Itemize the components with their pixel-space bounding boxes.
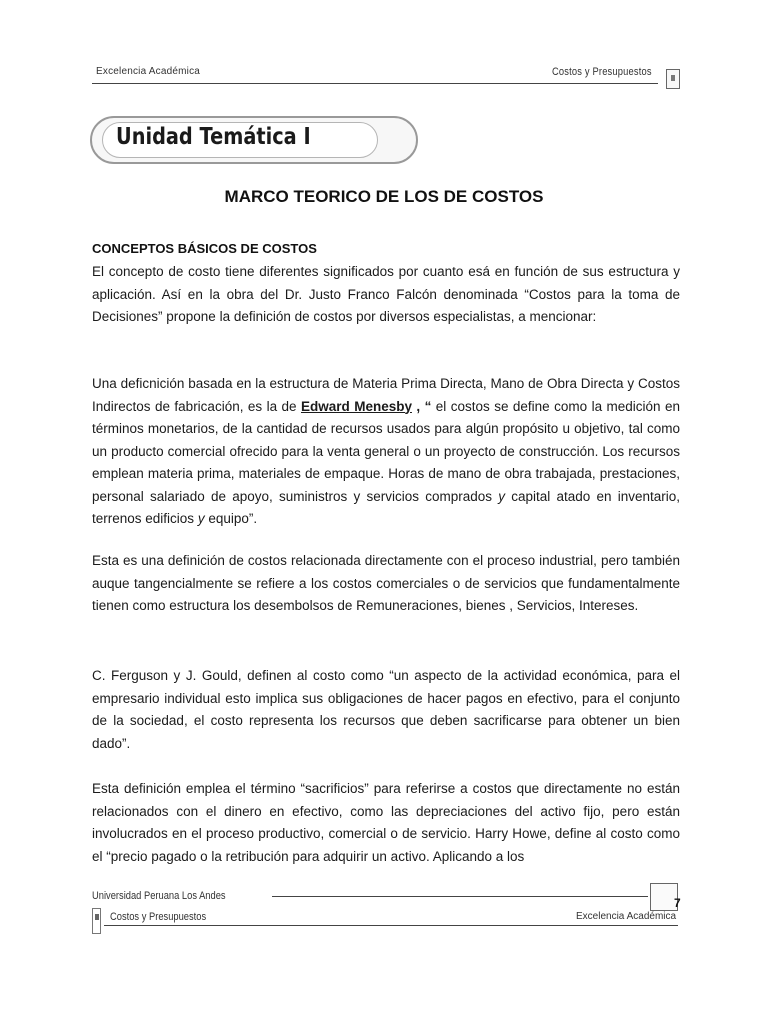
page-number: 7 bbox=[674, 896, 681, 910]
unit-title: Unidad Temática I bbox=[116, 124, 311, 150]
paragraph-3: Esta es una definición de costos relacionada directamente con el proceso industrial, pero también auque tangencialmente se refiere a los costos comerciales o de servicios que fundamentalmente tienen como estructura los desembolsos de Remuneraciones, bienes , Servicios, Intereses. bbox=[92, 553, 680, 613]
paragraph-2-text-a: Una deficnición basada en la estructura de Materia Prima Directa, Mano de Obra Directa y Costos Indirectos de fabricación, es la de bbox=[92, 376, 680, 414]
header-rule bbox=[92, 83, 658, 84]
section-heading: CONCEPTOS BÁSICOS DE COSTOS bbox=[92, 241, 317, 256]
paragraph-2 bbox=[92, 373, 680, 531]
paragraph-4: C. Ferguson y J. Gould, definen al costo como “un aspecto de la actividad económica, para el empresario individual esto implica sus obligaciones de hacer pagos en efectivo, para el conjunto de la sociedad, el costo representa los recursos que deben sacrificarse para obtener un bien dado”. bbox=[92, 668, 680, 751]
paragraph-2-text-c: el costos se define como la medición en términos monetarios, de la cantidad de recursos usados para algún propósito u objetivo, tal como un producto comercial ofrecido para la venta general o un proyecto de construcción. Los recursos emplean materia prima, materiales de empaque. Horas de mano de obra trabajada, prestaciones, personal salariado de apoyo, suministros y servicios comprados bbox=[92, 398, 680, 504]
footer-corner-box bbox=[92, 908, 101, 934]
header-right-text: Costos y Presupuestos bbox=[552, 66, 652, 78]
footer-right-text: Excelencia Académica bbox=[576, 911, 677, 922]
footer-rule-bottom bbox=[104, 925, 678, 926]
header-corner-mark bbox=[671, 75, 675, 81]
paragraph-2-italic-y2: y bbox=[197, 511, 205, 526]
footer-course: Costos y Presupuestos bbox=[110, 911, 207, 923]
paragraph-1: El concepto de costo tiene diferentes significados por cuanto esá en función de sus estructura y aplicación. Así en la obra del Dr. Justo Franco Falcón denominada “Costos para la toma de Decisiones” propone la definición de costos por diversos especialistas, a mencionar: bbox=[92, 264, 680, 324]
paragraph-2-quote-open: , “ bbox=[411, 398, 432, 414]
footer-rule-top bbox=[272, 896, 648, 897]
footer-university: Universidad Peruana Los Andes bbox=[92, 890, 226, 902]
page-title: MARCO TEORICO DE LOS DE COSTOS bbox=[224, 187, 544, 206]
footer-corner-mark bbox=[95, 914, 99, 920]
paragraph-2-italic-y1: y bbox=[498, 488, 505, 504]
paragraph-2-text-e: equipo”. bbox=[204, 511, 258, 526]
paragraph-5: Esta definición emplea el término “sacrificios” para referirse a costos que directamente no están relacionados con el dinero en efectivo, como las depreciaciones del activo fijo, pero están involucrados en el proceso productivo, comercial o de servicio. Harry Howe, define al costo como el “precio pagado o la retribución para adquirir un activo. Aplicando a los bbox=[92, 781, 680, 864]
author-link[interactable]: Edward Menesby bbox=[301, 398, 412, 414]
header-left-text: Excelencia Académica bbox=[96, 66, 201, 77]
paragraph-2-text-d: capital atado en inventario, terrenos edificios bbox=[92, 488, 680, 526]
